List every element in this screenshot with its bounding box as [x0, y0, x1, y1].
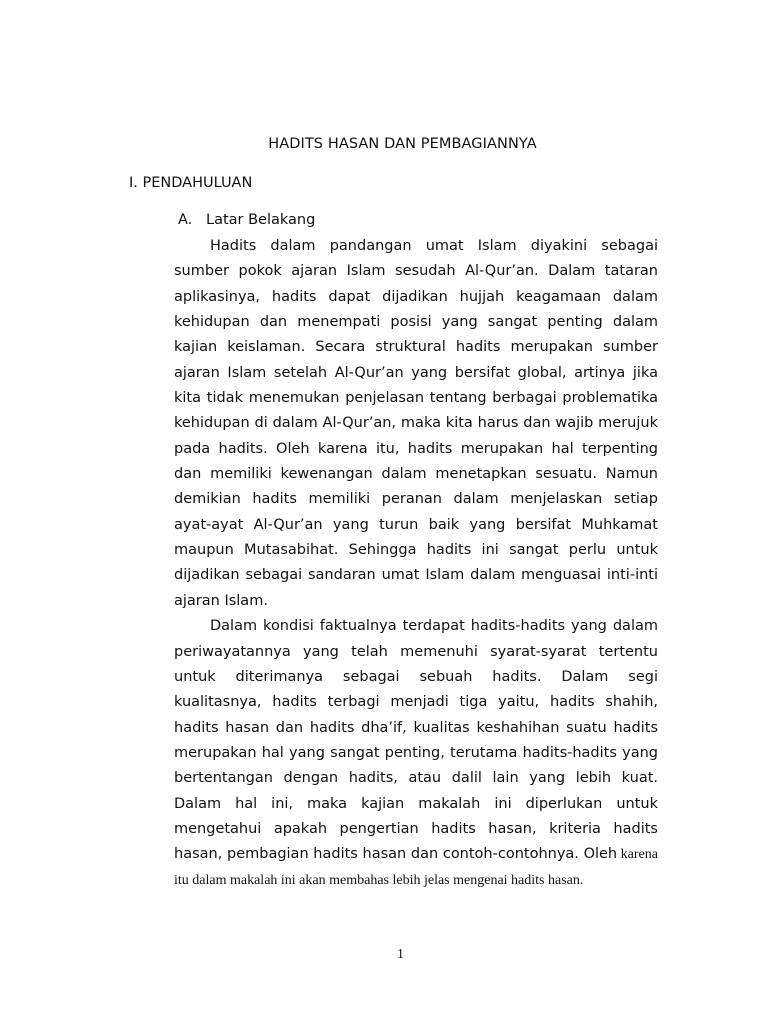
- paragraph-2-tail: karena itu dalam makalah ini akan membahas lebih jelas mengenai hadits hasan.: [174, 847, 658, 888]
- subsection-heading: [178, 212, 315, 228]
- paragraph-2-text: Dalam kondisi faktualnya terdapat hadits-hadits yang dalam periwayatannya yang telah memenuhi syarat-syarat tertentu untuk diterimanya sebagai sebuah hadits. Dalam segi kualitasnya, hadits terbagi menjadi tiga yaitu, hadits shahih, hadits hasan dan hadits dha’if, kualitas keshahihan suatu hadits merupakan hal yang sangat penting, terutama hadits-hadits yang bertentangan dengan hadits, atau dalil lain yang lebih kuat. Dalam hal ini, maka kajian makalah ini diperlukan untuk mengetahui apakah pengertian hadits hasan, kriteria hadits hasan, pembagian hadits hasan dan contoh-contohnya. Oleh: [174, 618, 658, 863]
- page-number: 1: [397, 947, 404, 962]
- paragraph-1: Hadits dalam pandangan umat Islam diyakini sebagai sumber pokok ajaran Islam sesudah Al-Qur’an. Dalam tataran aplikasinya, hadits dapat dijadikan hujjah keagamaan dalam kehidupan dan menempati posisi yang sangat penting dalam kajian keislaman. Secara struktural hadits merupakan sumber ajaran Islam setelah Al-Qur’an yang bersifat global, artinya jika kita tidak menemukan penjelasan tentang berbagai problematika kehidupan di dalam Al-Qur’an, maka kita harus dan wajib merujuk pada hadits. Oleh karena itu, hadits merupakan hal terpenting dan memiliki kewenangan dalam menetapkan sesuatu. Namun demikian hadits memiliki peranan dalam menjelaskan setiap ayat-ayat Al-Qur’an yang turun baik yang bersifat Muhkamat maupun Mutasabihat. Sehingga hadits ini sangat perlu untuk dijadikan sebagai sandaran umat Islam dalam menguasai inti-inti ajaran Islam.: [174, 238, 658, 609]
- subsection-label: Latar Belakang: [206, 212, 316, 228]
- subsection-letter: A.: [178, 212, 193, 228]
- document-title: HADITS HASAN DAN PEMBAGIANNYA: [268, 136, 537, 152]
- body-text: [174, 234, 658, 893]
- paragraph-2: [174, 614, 658, 893]
- section-heading: I. PENDAHULUAN: [129, 175, 253, 191]
